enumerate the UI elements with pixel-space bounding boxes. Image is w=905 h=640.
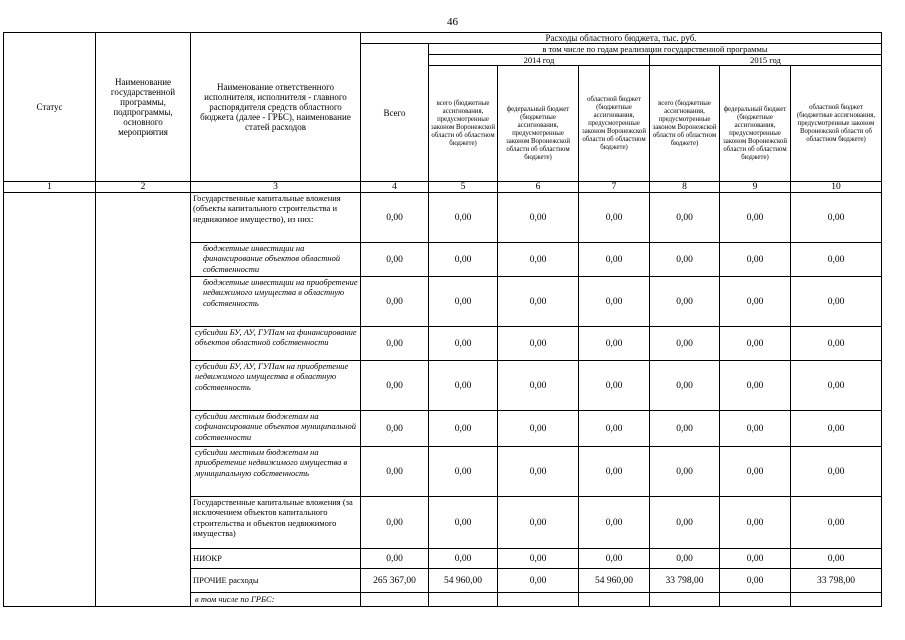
row-value: [650, 593, 720, 607]
col-number: 7: [579, 182, 650, 193]
row-value: 0,00: [361, 361, 429, 411]
row-value: 0,00: [791, 549, 882, 569]
header-by-years: в том числе по годам реализации государственной программы: [429, 44, 882, 55]
row-value: 0,00: [429, 361, 498, 411]
row-value: 0,00: [791, 411, 882, 447]
row-name: субсидии БУ, АУ, ГУПам на финансирование объектов областной собственности: [191, 327, 361, 361]
row-value: 0,00: [429, 497, 498, 549]
program-cell: [96, 193, 191, 607]
row-value: 0,00: [361, 497, 429, 549]
row-value: 0,00: [579, 243, 650, 277]
col-number: 2: [96, 182, 191, 193]
row-value: 0,00: [791, 361, 882, 411]
row-value: 0,00: [429, 243, 498, 277]
row-value: 0,00: [650, 411, 720, 447]
row-value: 0,00: [498, 447, 579, 497]
col-number: 6: [498, 182, 579, 193]
row-value: 0,00: [498, 243, 579, 277]
row-value: 0,00: [791, 277, 882, 327]
row-value: 0,00: [429, 327, 498, 361]
page-number: 46: [447, 16, 458, 28]
row-value: 54 960,00: [429, 569, 498, 593]
row-value: 0,00: [650, 361, 720, 411]
row-name: Государственные капитальные вложения (за исключением объектов капитального строительства и объектов недвижимого имущества): [191, 497, 361, 549]
row-name: бюджетные инвестиции на приобретение недвижимого имущества в областную собственность: [191, 277, 361, 327]
header-budget-expenses: Расходы областного бюджета, тыс. руб.: [361, 33, 882, 44]
col-number: 8: [650, 182, 720, 193]
row-value: 0,00: [720, 497, 791, 549]
header-col-federal-2015-text: федеральный бюджет (бюджетные ассигнования, предусмотренные законом Воронежской области об областном бюджете): [723, 106, 787, 161]
header-year-2014: 2014 год: [429, 55, 650, 66]
row-value: 0,00: [791, 497, 882, 549]
row-value: 0,00: [720, 243, 791, 277]
row-value: 0,00: [498, 193, 579, 243]
row-value: 0,00: [720, 327, 791, 361]
table-row: [4, 193, 882, 243]
col-number: 5: [429, 182, 498, 193]
row-value: 0,00: [791, 327, 882, 361]
row-value: 0,00: [579, 549, 650, 569]
row-name: в том числе по ГРБС:: [191, 593, 361, 607]
row-name: субсидии местным бюджетам на приобретение недвижимого имущества в муниципальную собственность: [191, 447, 361, 497]
header-col-federal-2015: [720, 66, 791, 182]
col-number: 4: [361, 182, 429, 193]
row-value: 0,00: [650, 497, 720, 549]
row-value: 33 798,00: [791, 569, 882, 593]
row-value: 0,00: [791, 243, 882, 277]
budget-table: [3, 32, 882, 607]
col-number: 9: [720, 182, 791, 193]
row-value: 0,00: [791, 447, 882, 497]
row-value: 0,00: [650, 447, 720, 497]
row-value: 0,00: [579, 361, 650, 411]
row-name: субсидии БУ, АУ, ГУПам на приобретение недвижимого имущества в областную собственность: [191, 361, 361, 411]
row-value: 0,00: [720, 193, 791, 243]
col-number: 10: [791, 182, 882, 193]
row-value: 0,00: [361, 243, 429, 277]
row-value: 54 960,00: [579, 569, 650, 593]
row-value: 0,00: [579, 411, 650, 447]
header-col-all-2015: всего (бюджетные ассигнования, предусмотренные законом Воронежской области об областном бюджете): [650, 66, 720, 182]
header-col-federal-2014-text: федеральный бюджет (бюджетные ассигнования, предусмотренные законом Воронежской области об областном бюджете): [506, 106, 570, 161]
row-value: 0,00: [361, 411, 429, 447]
row-value: [579, 593, 650, 607]
row-value: [720, 593, 791, 607]
row-value: 0,00: [650, 549, 720, 569]
col-number: 3: [191, 182, 361, 193]
row-name: субсидии местным бюджетам на софинансирование объектов муниципальной собственности: [191, 411, 361, 447]
header-total: Всего: [361, 44, 429, 182]
row-value: 0,00: [498, 497, 579, 549]
row-value: 0,00: [650, 327, 720, 361]
row-value: 0,00: [498, 569, 579, 593]
header-executor: Наименование ответственного исполнителя, исполнителя - главного распорядителя средств областного бюджета (далее - ГРБС), наименование статей расходов: [191, 33, 361, 182]
row-value: 0,00: [720, 361, 791, 411]
row-value: 0,00: [498, 361, 579, 411]
row-value: 0,00: [361, 193, 429, 243]
header-status: Статус: [4, 33, 96, 182]
header-col-regional-2014: областной бюджет (бюджетные ассигнования, предусмотренные законом Воронежской области об областном бюджете): [579, 66, 650, 182]
row-value: 0,00: [498, 549, 579, 569]
header-year-2015: 2015 год: [650, 55, 882, 66]
row-value: 33 798,00: [650, 569, 720, 593]
row-value: 0,00: [429, 277, 498, 327]
row-value: [791, 593, 882, 607]
header-col-federal-2014: [498, 66, 579, 182]
row-value: 0,00: [429, 447, 498, 497]
row-value: [429, 593, 498, 607]
col-number: 1: [4, 182, 96, 193]
row-value: 0,00: [791, 193, 882, 243]
row-value: 0,00: [720, 277, 791, 327]
row-value: 0,00: [361, 327, 429, 361]
row-value: 0,00: [650, 277, 720, 327]
header-program-name: Наименование государственной программы, подпрограммы, основного мероприятия: [96, 33, 191, 182]
row-value: 0,00: [429, 411, 498, 447]
row-value: 0,00: [429, 193, 498, 243]
header-col-all-2014: всего (бюджетные ассигнования, предусмотренные законом Воронежской области об областном бюджете): [429, 66, 498, 182]
row-value: 0,00: [579, 497, 650, 549]
row-value: 0,00: [498, 277, 579, 327]
row-name: бюджетные инвестиции на финансирование объектов областной собственности: [191, 243, 361, 277]
row-value: 0,00: [498, 411, 579, 447]
row-value: 0,00: [720, 549, 791, 569]
row-name: НИОКР: [191, 549, 361, 569]
row-value: 0,00: [429, 549, 498, 569]
row-value: [498, 593, 579, 607]
row-value: 0,00: [579, 277, 650, 327]
row-value: 0,00: [720, 447, 791, 497]
row-value: 265 367,00: [361, 569, 429, 593]
row-value: 0,00: [650, 193, 720, 243]
row-value: 0,00: [361, 447, 429, 497]
row-value: 0,00: [720, 411, 791, 447]
row-value: 0,00: [579, 193, 650, 243]
row-value: 0,00: [361, 549, 429, 569]
row-value: 0,00: [720, 569, 791, 593]
row-name: ПРОЧИЕ расходы: [191, 569, 361, 593]
row-value: 0,00: [579, 447, 650, 497]
row-value: 0,00: [579, 327, 650, 361]
row-value: 0,00: [361, 277, 429, 327]
row-value: [361, 593, 429, 607]
status-cell: [4, 193, 96, 607]
row-value: 0,00: [498, 327, 579, 361]
row-name: Государственные капитальные вложения (объекты капитального строительства и недвижимое имущество), из них:: [191, 193, 361, 243]
header-col-regional-2015: областной бюджет (бюджетные ассигнования, предусмотренные законом Воронежской области об областном бюджете): [791, 66, 882, 182]
row-value: 0,00: [650, 243, 720, 277]
